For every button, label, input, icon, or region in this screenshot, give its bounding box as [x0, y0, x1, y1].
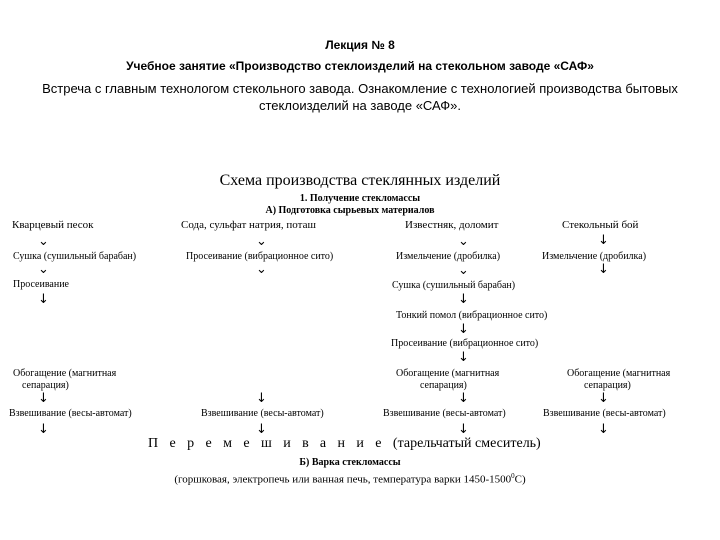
section-heading: 1. Получение стекломассы	[299, 193, 421, 204]
arrow-down-icon: ↓	[458, 322, 469, 337]
limestone-enrichment-step-cont: сепарация)	[420, 380, 467, 391]
quartz-enrichment-step: Обогащение (магнитная	[13, 368, 117, 379]
arrow-down-icon: ↓	[598, 422, 609, 437]
chevron-down-icon: ⌄	[256, 234, 267, 249]
arrow-down-icon: ↓	[256, 391, 267, 406]
cullet-enrichment-step-cont: сепарация)	[584, 380, 631, 391]
chevron-down-icon: ⌄	[458, 263, 469, 278]
raw-material-quartz-sand: Кварцевый песок	[12, 219, 94, 231]
chevron-down-icon: ⌄	[256, 262, 267, 277]
arrow-down-icon: ↓	[38, 391, 49, 406]
limestone-sieving-step: Просеивание (вибрационное сито)	[391, 338, 539, 349]
lesson-description: Встреча с главным технологом стекольного завода. Ознакомление с технологией производства бытовых стеклоизделий на заводе «САФ».	[42, 81, 678, 113]
arrow-down-icon: ↓	[458, 292, 469, 307]
cullet-enrichment-step: Обогащение (магнитная	[567, 368, 671, 379]
arrow-down-icon: ↓	[458, 391, 469, 406]
subsection-a-heading: А) Подготовка сырьевых материалов	[265, 205, 435, 216]
arrow-down-icon: ↓	[458, 350, 469, 365]
mixing-step	[148, 436, 541, 452]
quartz-drying-step: Сушка (сушильный барабан)	[13, 251, 137, 262]
lesson-title: Учебное занятие «Производство стеклоизделий на стекольном заводе «САФ»	[126, 59, 594, 73]
quartz-sieving-step: Просеивание	[13, 279, 69, 290]
arrow-down-icon: ↓	[38, 422, 49, 437]
chevron-down-icon: ⌄	[458, 234, 469, 249]
melting-unit: С)	[514, 473, 526, 486]
arrow-down-icon: ↓	[38, 292, 49, 307]
arrow-down-icon: ↓	[598, 391, 609, 406]
limestone-crushing-step: Измельчение (дробилка)	[396, 251, 501, 262]
limestone-drying-step: Сушка (сушильный барабан)	[392, 280, 516, 291]
limestone-fine-grinding-step: Тонкий помол (вибрационное сито)	[396, 310, 548, 321]
melting-step	[0, 470, 700, 486]
lecture-number: Лекция № 8	[325, 38, 395, 52]
cullet-weighing-step: Взвешивание (весы-автомат)	[543, 408, 666, 419]
raw-material-soda: Сода, сульфат натрия, поташ	[181, 219, 316, 231]
degree-superscript: 0	[511, 472, 515, 480]
chevron-down-icon: ⌄	[38, 234, 49, 249]
cullet-crushing-step: Измельчение (дробилка)	[542, 251, 647, 262]
soda-sieving-step: Просеивание (вибрационное сито)	[186, 251, 334, 262]
subsection-b-heading: Б) Варка стекломассы	[299, 457, 401, 468]
chevron-down-icon: ⌄	[38, 262, 49, 277]
limestone-weighing-step: Взвешивание (весы-автомат)	[383, 408, 506, 419]
arrow-down-icon: ↓	[598, 262, 609, 277]
raw-material-limestone: Известняк, доломит	[405, 219, 499, 231]
mixing-equipment: (тарельчатый смеситель)	[392, 436, 541, 451]
soda-weighing-step: Взвешивание (весы-автомат)	[201, 408, 324, 419]
quartz-weighing-step: Взвешивание (весы-автомат)	[9, 408, 132, 419]
mixing-word: Перемешивание	[148, 436, 393, 451]
quartz-enrichment-step-cont: сепарация)	[22, 380, 69, 391]
limestone-enrichment-step: Обогащение (магнитная	[396, 368, 500, 379]
arrow-down-icon: ↓	[598, 233, 609, 248]
arrow-down-icon: ↓	[256, 422, 267, 437]
melting-description: (горшковая, электропечь или ванная печь, температура варки 1450-1500	[174, 473, 512, 486]
scheme-title: Схема производства стеклянных изделий	[219, 172, 501, 189]
raw-material-cullet: Стекольный бой	[562, 219, 639, 231]
arrow-down-icon: ↓	[458, 422, 469, 437]
